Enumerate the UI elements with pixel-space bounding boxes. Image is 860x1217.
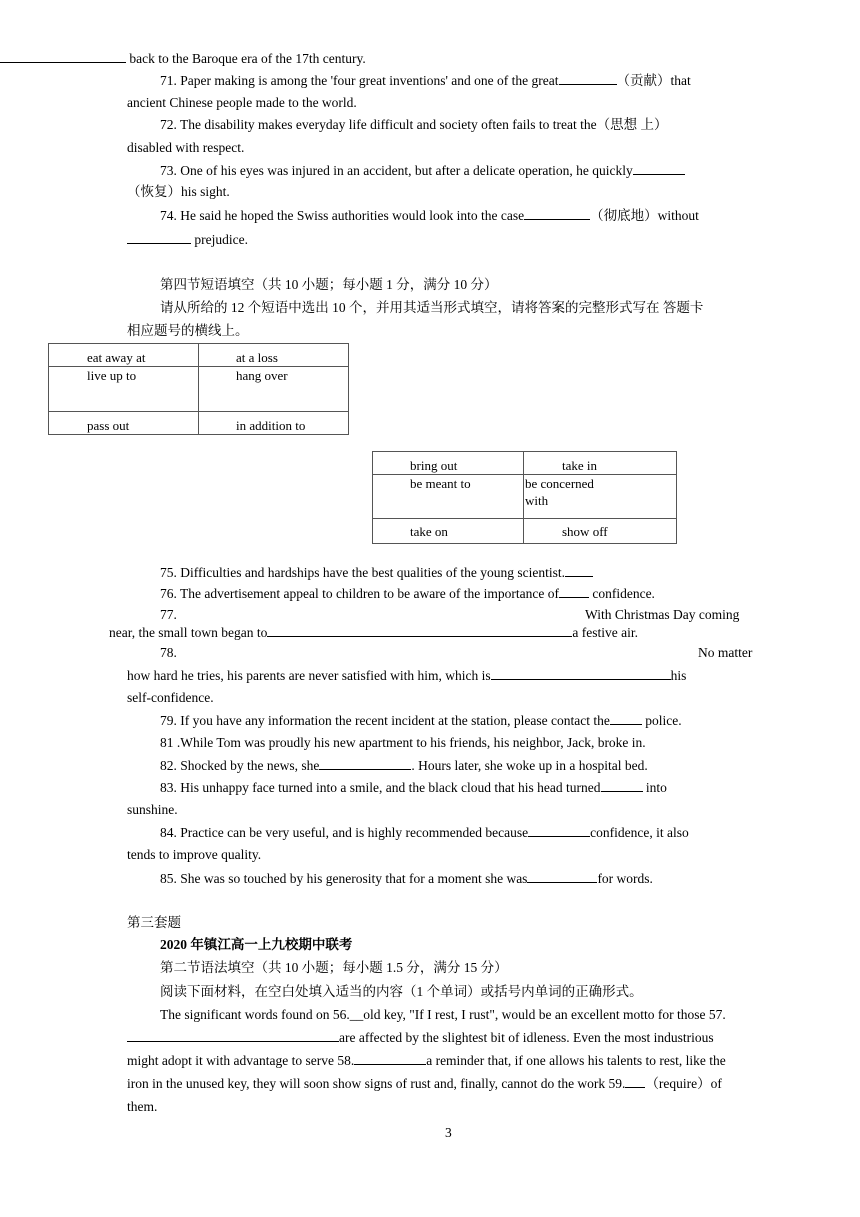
q81-line: 81 .While Tom was proudly his new apartment to his friends, his neighbor, Jack, broke in.: [160, 735, 646, 750]
q78-line1: No matter: [698, 645, 753, 660]
answer-blank[interactable]: [527, 869, 597, 883]
passage-line2: are affected by the slightest bit of idleness. Even the most industrious: [127, 1028, 714, 1046]
answer-blank[interactable]: [625, 1074, 645, 1088]
q84-line1: 84. Practice can be very useful, and is highly recommended because confidence, it also: [160, 825, 689, 840]
answer-blank[interactable]: [127, 230, 191, 244]
q74-line1: 74. He said he hoped the Swiss authorities would look into the case （彻底地）without: [160, 208, 699, 223]
phrase-cell: bring out: [410, 458, 458, 473]
answer-blank[interactable]: [267, 623, 572, 637]
passage-line4: iron in the unused key, they will soon show signs of rust and, finally, cannot do the work 59. （require）of: [127, 1076, 722, 1091]
answer-blank[interactable]: [565, 563, 593, 577]
phrase-cell: eat away at: [87, 350, 146, 365]
passage-line5: them.: [127, 1099, 158, 1114]
q77-number: 77.: [160, 607, 177, 622]
phrase-cell: in addition to: [236, 418, 306, 433]
q73-line2: （恢复）his sight.: [127, 184, 230, 199]
section2-title: 第二节语法填空（共 10 小题；每小题 1.5 分，满分 15 分）: [160, 960, 508, 975]
q70-tail: back to the Baroque era of the 17th century.: [129, 51, 366, 66]
q75-line: 75. Difficulties and hardships have the best qualities of the young scientist.: [160, 563, 593, 581]
page-number: 3: [445, 1125, 452, 1140]
answer-blank[interactable]: [610, 711, 642, 725]
phrase-cell: hang over: [236, 368, 288, 383]
q72-line1: 72. The disability makes everyday life difficult and society often fails to treat the（思想 上）: [160, 117, 668, 132]
phrase-cell: take in: [562, 458, 598, 473]
q84-line2: tends to improve quality.: [127, 847, 262, 862]
phrase-cell: be concerned with: [525, 476, 594, 508]
q77-line2: near, the small town began to a festive air.: [109, 625, 639, 640]
passage-line3: might adopt it with advantage to serve 58. a reminder that, if one allows his talents to rest, like the: [127, 1053, 726, 1068]
q74-line2: prejudice.: [127, 230, 248, 248]
answer-blank[interactable]: [524, 206, 590, 220]
phrase-cell: show off: [562, 523, 608, 539]
q76-line: 76. The advertisement appeal to children to be aware of the importance of confidence.: [160, 586, 655, 601]
phrase-table-1: [48, 343, 349, 435]
set3-title: 2020 年镇江高一上九校期中联考: [160, 937, 353, 952]
q85-line: 85. She was so touched by his generosity that for a moment she was for words.: [160, 871, 653, 886]
answer-blank[interactable]: [601, 778, 643, 792]
q77-line1: With Christmas Day coming: [585, 607, 740, 622]
section4-title: 第四节短语填空（共 10 小题；每小题 1 分，满分 10 分）: [160, 277, 498, 292]
q83-line2: sunshine.: [127, 802, 178, 817]
q70-line: [0, 49, 366, 67]
q78-line3: self-confidence.: [127, 690, 214, 705]
answer-blank[interactable]: [559, 584, 589, 598]
passage-line1: The significant words found on 56.__old key, "If I rest, I rust", would be an excellent motto for those 57.: [160, 1007, 726, 1022]
q73-line1: 73. One of his eyes was injured in an accident, but after a delicate operation, he quickly: [160, 161, 685, 179]
phrase-cell: take on: [410, 523, 448, 539]
q71-line2: ancient Chinese people made to the world.: [127, 95, 357, 110]
answer-blank[interactable]: [633, 161, 685, 175]
answer-blank[interactable]: [528, 823, 590, 837]
section4-instruction: 请从所给的 12 个短语中选出 10 个，并用其适当形式填空，请将答案的完整形式写在 答题卡: [160, 300, 704, 315]
phrase-cell: live up to: [87, 368, 137, 383]
phrase-cell: be meant to: [410, 476, 471, 491]
q78-number: 78.: [160, 645, 177, 660]
q83-line1: 83. His unhappy face turned into a smile, and the black cloud that his head turned into: [160, 780, 667, 795]
q79-line: 79. If you have any information the recent incident at the station, please contact the police.: [160, 713, 682, 728]
set3-label: 第三套题: [127, 915, 181, 930]
q78-line2: how hard he tries, his parents are never satisfied with him, which is his: [127, 668, 687, 683]
section4-instruction-cont: 相应题号的横线上。: [127, 323, 249, 338]
answer-blank[interactable]: [491, 666, 671, 680]
q82-line: 82. Shocked by the news, she . Hours later, she woke up in a hospital bed.: [160, 758, 648, 773]
answer-blank[interactable]: [559, 71, 617, 85]
answer-blank[interactable]: [319, 756, 411, 770]
phrase-cell: at a loss: [236, 350, 278, 365]
q71-line1: 71. Paper making is among the 'four great inventions' and one of the great （贡献）that: [160, 73, 691, 88]
answer-blank[interactable]: [354, 1051, 426, 1065]
answer-blank[interactable]: [0, 49, 126, 63]
q72-line2: disabled with respect.: [127, 140, 245, 155]
section2-instruction: 阅读下面材料，在空白处填入适当的内容（1 个单词）或括号内单词的正确形式。: [160, 984, 643, 999]
answer-blank[interactable]: [127, 1028, 339, 1042]
phrase-cell: pass out: [87, 418, 130, 433]
phrase-table-2: [372, 451, 677, 544]
